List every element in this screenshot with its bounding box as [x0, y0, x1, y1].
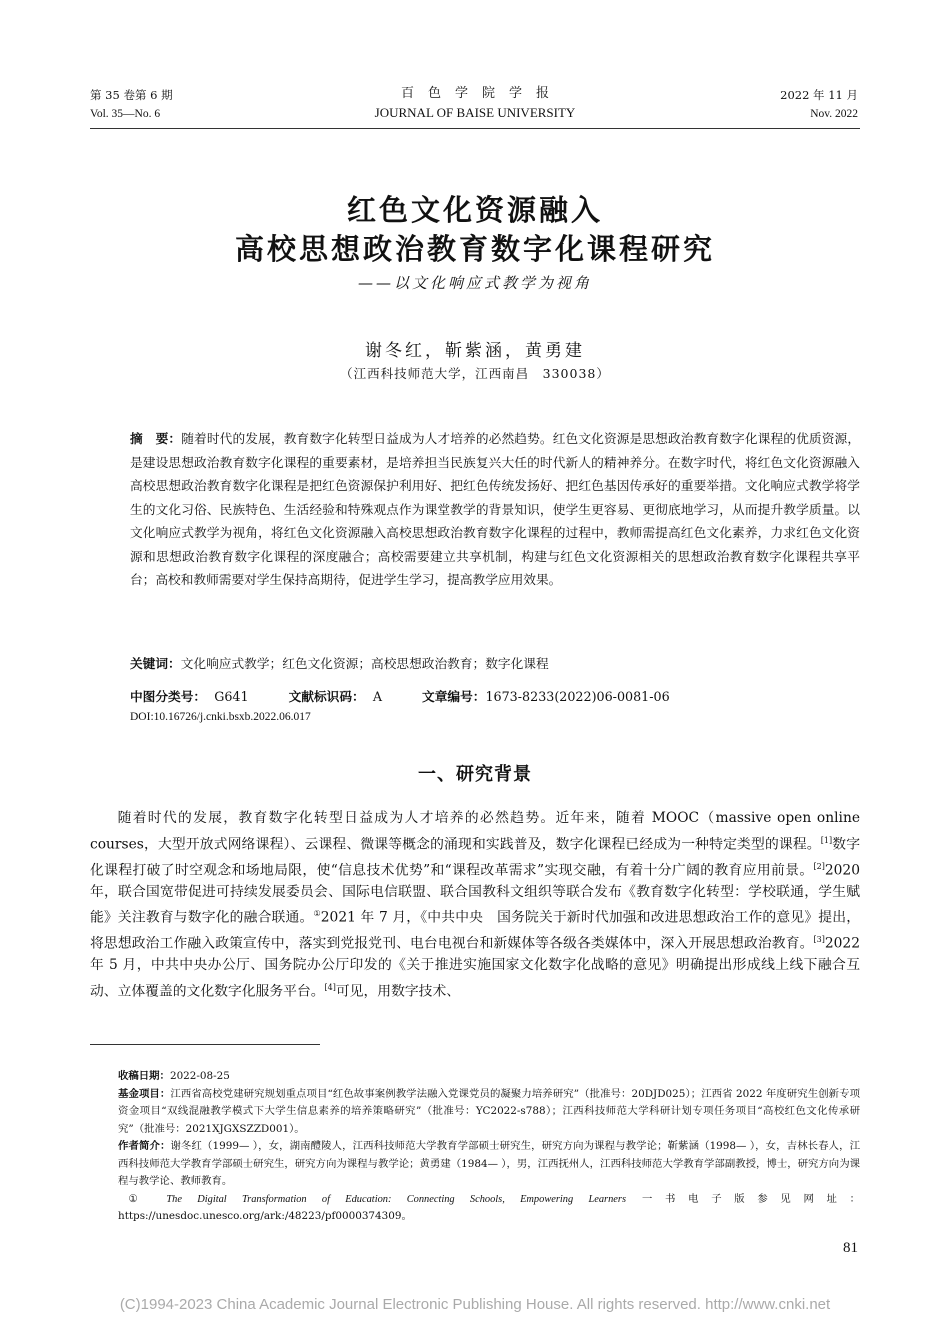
received-label: 收稿日期：: [118, 1070, 170, 1082]
citation-ref: [1]: [820, 835, 833, 845]
journal-name-en: JOURNAL OF BAISE UNIVERSITY: [374, 105, 576, 120]
body-sentence: 随着时代的发展，教育数字化转型日益成为人才培养的必然趋势。近年来，随着 MOOC（massive open online courses，大型开放式网络课程）、云课程、微课等概念的涌现和实践普及，数字化课程已经成为一种特定类型的课程。: [90, 810, 860, 853]
clc-value: G641: [214, 689, 249, 704]
author-bio: [118, 1138, 860, 1191]
abstract-label: 摘 要：: [130, 431, 182, 446]
footnote-1: [118, 1191, 860, 1226]
received-value: 2022-08-25: [169, 1070, 230, 1082]
citation-ref: [4]: [324, 982, 336, 992]
article-no-label: 文章编号：: [422, 689, 486, 704]
section-heading: 一、研究背景: [418, 764, 532, 785]
copyright-watermark: (C)1994-2023 China Academic Journal Electronic Publishing House. All rights reserved. http://www.cnki.net: [119, 1296, 831, 1313]
doc-code-label: 文献标识码：: [288, 689, 365, 704]
paper-title-line1: 红色文化资源融入: [346, 193, 603, 227]
body-sentence: 可见，用数字技术、: [335, 983, 461, 1000]
citation-ref: [2]: [813, 861, 825, 871]
date-en: Nov. 2022: [810, 108, 858, 120]
footnote-mark: ①: [128, 1192, 151, 1205]
footnote-text: 一书电子版参见网址：https://unesdoc.unesco.org/ark:/48223/pf0000374309。: [118, 1192, 860, 1222]
footnote-rule: [90, 1044, 320, 1045]
header-rule: [90, 128, 860, 129]
author-bio-value: 谢冬红（1999— ），女，湖南醴陵人，江西科技师范大学教育学部硕士研究生，研究方向为课程与教学论；靳紫涵（1998— ），女，吉林长春人，江西科技师范大学教育学部硕士研究生，研究方向为课程与教学论；黄勇建（1984— ），男，江西抚州人，江西科技师范大学教育学部副教授，博士，研究方向为课程与教学论、教师教育。: [118, 1140, 861, 1187]
affiliation: （江西科技师范大学，江西南昌 330038）: [340, 366, 610, 381]
volume-cn: 第 35 卷第 6 期: [90, 88, 173, 102]
received-date: [118, 1068, 860, 1086]
body-sentence: 2021 年 7 月，《中共中央 国务院关于新时代加强和改进思想政治工作的意见》提出，将思想政治工作融入政策宣传中，落实到党报党刊、电台电视台和新媒体等各级各类媒体中，深入开展思想政治教育。: [90, 909, 861, 952]
footnote-ref: ①: [313, 909, 321, 919]
footnote-book-title: The Digital Transformation of Education: Connecting Schools, Empowering Learners: [166, 1193, 626, 1205]
clc-label: 中图分类号：: [130, 689, 207, 704]
author-bio-label: 作者简介：: [118, 1140, 171, 1152]
abstract-text: 随着时代的发展，教育数字化转型日益成为人才培养的必然趋势。红色文化资源是思想政治教育数字化课程的优质资源，是建设思想政治教育数字化课程的重要素材，是培养担当民族复兴大任的时代新人的精神养分。在数字时代，将红色文化资源融入高校思想政治教育数字化课程是把红色资源保护利用好、把红色传统发扬好、把红色基因传承好的重要举措。文化响应式教学将学生的文化习俗、民族特色、生活经验和特殊观点作为课堂教学的背景知识，使学生更容易、更彻底地学习，从而提升教学质量。以文化响应式教学为视角，将红色文化资源融入高校思想政治教育数字化课程的过程中，教师需提高红色文化素养，力求红色文化资源和思想政治教育数字化课程的深度融合；高校需要建立共享机制，构建与红色文化资源相关的思想政治教育数字化课程共享平台；高校和教师需要对学生保持高期待，促进学生学习，提高教学应用效果。: [130, 431, 861, 587]
doc-code-value: A: [372, 689, 382, 704]
body-sentence: 2022 年 5 月，中共中央办公厅、国务院办公厅印发的《关于推进实施国家文化数字化战略的意见》明确提出形成线上线下融合互动、立体覆盖的文化数字化服务平台。: [90, 935, 860, 1000]
paper-subtitle: ——以文化响应式教学为视角: [357, 274, 592, 292]
page-number: 81: [843, 1240, 858, 1256]
body-sentence: 数字化课程打破了时空观念和场地局限，使“信息技术优势”和“课程改革需求”实现交融，有着十分广阔的教育应用前景。: [90, 836, 861, 879]
footnotes: [118, 1068, 860, 1226]
date-cn: 2022 年 11 月: [780, 88, 858, 102]
fund-info: [118, 1086, 860, 1139]
fund-value: 江西省高校党建研究规划重点项目“红色故事案例教学法融入党课党员的凝聚力培养研究”（批准号：20DJD025）；江西省 2022 年度研究生创新专项资金项目“双线混融教学模式下大学生信息素养的培养策略研究”（批准号：YC2022-s788）；江西科技师范大学科研计划专项任务项目“高校红色文化传承研究”（批准号：2021XJGXSZZD001）。: [118, 1087, 861, 1135]
classification-info: [130, 686, 670, 705]
keywords: [130, 653, 549, 672]
volume-en: Vol. 35—No. 6: [90, 108, 161, 120]
abstract: [130, 427, 860, 592]
journal-name-cn: 百色学院学报: [400, 86, 563, 101]
keywords-label: 关键词：: [130, 656, 181, 671]
header-date: [780, 86, 858, 124]
body-sentence: 2020 年，联合国宽带促进可持续发展委员会、国际电信联盟、联合国教科文组织等联合发布《教育数字化转型：学校联通，学生赋能》关注教育与数字化的融合联通。: [90, 862, 860, 926]
doi: DOI:10.16726/j.cnki.bsxb.2022.06.017: [130, 711, 311, 723]
article-no-value: 1673-8233(2022)06-0081-06: [485, 689, 670, 704]
keywords-text: 文化响应式教学；红色文化资源；高校思想政治教育；数字化课程: [180, 656, 549, 671]
fund-label: 基金项目：: [118, 1087, 171, 1100]
paper-title-line2: 高校思想政治教育数字化课程研究: [234, 232, 715, 266]
body-paragraph: [90, 808, 860, 1003]
author-list: 谢冬红，靳紫涵，黄勇建: [365, 341, 585, 361]
citation-ref: [3]: [813, 935, 825, 945]
